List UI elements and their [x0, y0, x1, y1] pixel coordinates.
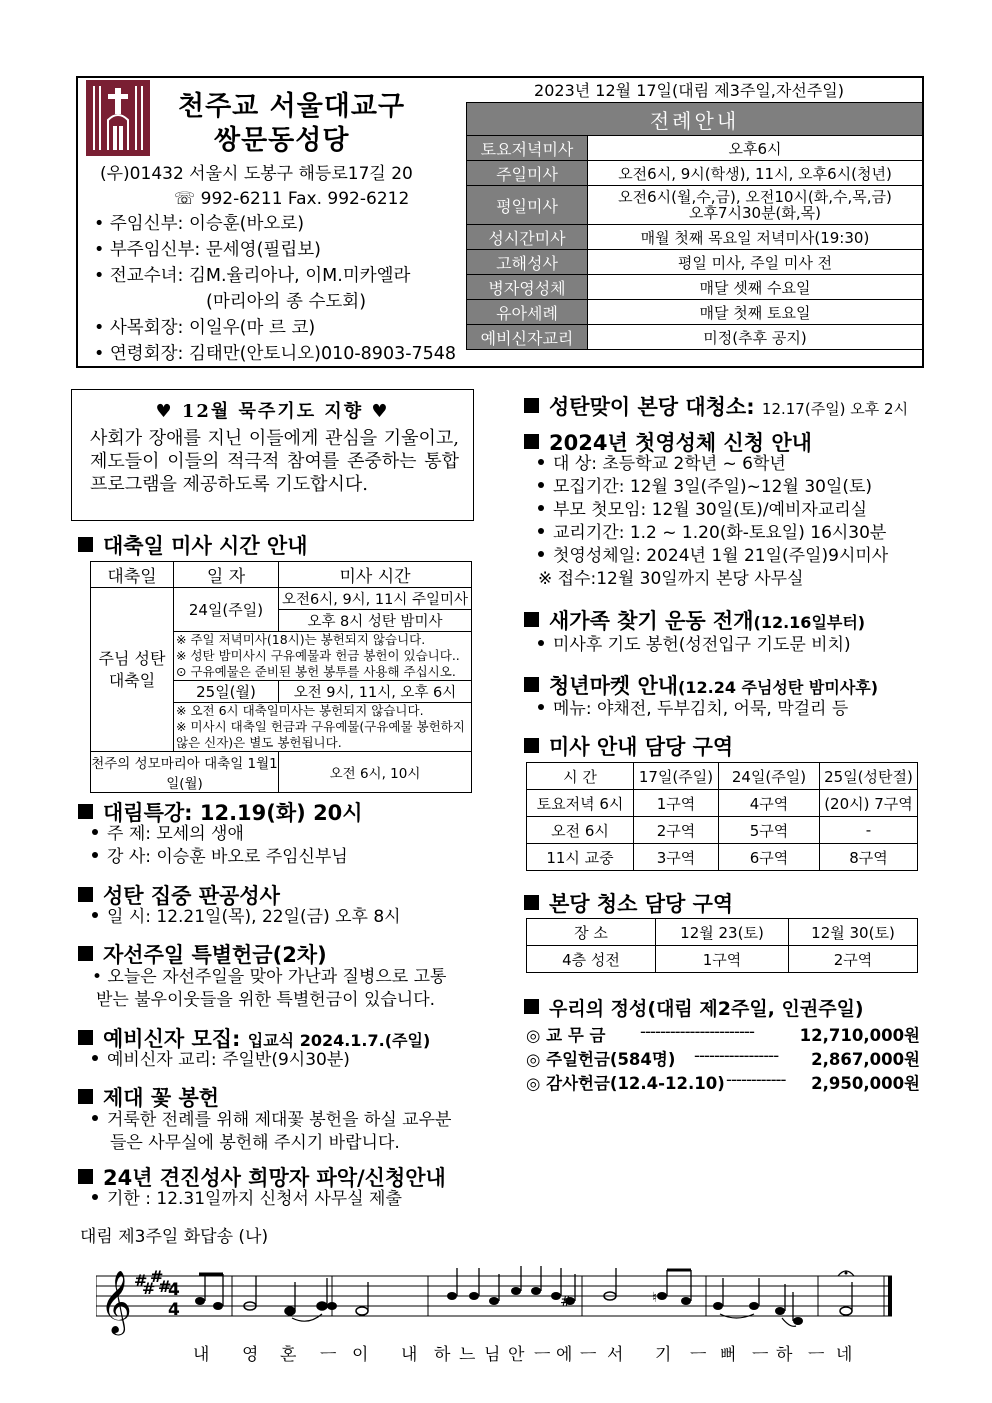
table-cell: 6구역 — [719, 844, 820, 871]
list-item: 거룩한 전례를 위해 제대꽃 봉헌을 하실 교우분 — [92, 1109, 451, 1132]
table-row — [527, 817, 918, 844]
mass-time: 오후 8시 성탄 밤미사 — [279, 610, 472, 632]
phone: ☏ 992-6211 Fax. 992-6212 — [174, 189, 410, 209]
table-row — [527, 844, 918, 871]
liturgy-label: 예비신자교리 — [467, 325, 588, 350]
svg-text:#: # — [150, 1267, 164, 1286]
section-heading: 24년 견진성사 희망자 파악/신청안내 — [78, 1162, 446, 1192]
section-heading: 제대 꽃 봉헌 — [78, 1082, 219, 1112]
list-item: 모집기간: 12월 3일(주일)~12월 30일(토) — [538, 476, 872, 499]
clean-area-table — [526, 918, 918, 973]
offering-row: ◎ 감사헌금(12.4-12.10) ------------ 2,950,000원 — [526, 1070, 920, 1093]
table-cell: 1구역 — [656, 946, 789, 973]
table-header: 17일(주일) — [634, 763, 719, 790]
mass-day: 25일(월) — [174, 681, 279, 703]
table-row — [91, 562, 472, 588]
table-row — [91, 752, 472, 793]
section-heading: 성탄 집중 판공성사 — [78, 880, 280, 910]
psalm-lyrics: 내 영 혼 ㅡ 이 내 하 느 님 안 ㅡ 에 ㅡ 서 기 ㅡ 뻐 ㅡ 하 ㅡ 네 — [193, 1345, 853, 1365]
svg-text:#: # — [560, 1294, 572, 1310]
section-heading: 미사 안내 담당 구역 — [524, 731, 733, 761]
list-item: 미사후 기도 봉헌(성전입구 기도문 비치) — [538, 634, 851, 657]
mass-note: ※ 주일 저녁미사(18시)는 봉헌되지 않습니다. — [174, 632, 472, 649]
liturgy-label: 고해성사 — [467, 250, 588, 275]
table-cell: 11시 교중 — [527, 844, 634, 871]
liturgy-label: 병자영성체 — [467, 275, 588, 300]
table-cell: 오전 6시 — [527, 817, 634, 844]
table-cell: (20시) 7구역 — [820, 790, 918, 817]
rosary-title: ♥ 12월 묵주기도 지향 ♥ — [155, 401, 390, 422]
liturgy-value: 매월 첫째 목요일 저녁미사(19:30) — [588, 225, 923, 250]
section-heading: 대축일 미사 시간 안내 — [78, 530, 308, 560]
table-row — [91, 588, 472, 610]
list-item: 기한 : 12.31일까지 신청서 사무실 제출 — [92, 1188, 402, 1211]
section-heading: 본당 청소 담당 구역 — [524, 888, 733, 918]
table-row — [467, 300, 923, 325]
list-item: 메뉴: 야채전, 두부김치, 어묵, 막걸리 등 — [538, 698, 848, 721]
mass-area-table — [526, 762, 918, 871]
table-row — [467, 186, 923, 225]
list-item: 주 제: 모세의 생애 — [92, 823, 244, 846]
rosary-body: 사회가 장애를 지닌 이들에게 관심을 기울이고, 제도들이 이들의 적극적 참여를 존중하는 통합 프로그램을 제공하도록 기도합시다. — [90, 428, 459, 495]
liturgy-label: 성시간미사 — [467, 225, 588, 250]
table-row — [467, 325, 923, 350]
table-row — [527, 790, 918, 817]
staff-item: • 전교수녀: 김M.율리아나, 이M.미카엘라 — [94, 266, 411, 286]
psalm-title: 대림 제3주일 화답송 (나) — [80, 1227, 269, 1247]
table-cell: 5구역 — [719, 817, 820, 844]
section-heading: 성탄맞이 본당 대청소: 12.17(주일) 오후 2시 — [524, 391, 908, 421]
christmas-mass-table — [90, 561, 472, 793]
offering-row: ◎ 주일헌금(584명) ----------------- 2,867,000원 — [526, 1046, 920, 1069]
liturgy-value: 미정(추후 공지) — [588, 325, 923, 350]
list-item: 첫영성체일: 2024년 1월 21일(주일)9시미사 — [538, 545, 888, 568]
table-header: 대축일 — [91, 562, 174, 588]
table-row — [467, 275, 923, 300]
flowers-body-2: 들은 사무실에 봉헌해 주시기 바랍니다. — [110, 1133, 400, 1153]
list-item: 일 시: 12.21일(목), 22일(금) 오후 8시 — [92, 906, 401, 929]
rosary-intention-box — [71, 389, 474, 521]
staff-item: • 사목회장: 이일우(마 르 코) — [94, 318, 316, 338]
section-heading: 자선주일 특별헌금(2차) — [78, 939, 327, 969]
liturgy-value: 매달 셋째 수요일 — [588, 275, 923, 300]
parish-name-line2: 쌍문동성당 — [214, 125, 350, 156]
liturgy-title: 전례안내 — [467, 103, 923, 136]
svg-text:4: 4 — [168, 1300, 180, 1320]
table-header: 미사 시간 — [279, 562, 472, 588]
table-cell: 8구역 — [820, 844, 918, 871]
table-row — [527, 763, 918, 790]
mass-time: 오전 9시, 11시, 오후 6시 — [279, 681, 472, 703]
table-cell: 2구역 — [789, 946, 918, 973]
address: (우)01432 서울시 도봉구 해등로17길 20 — [100, 164, 413, 184]
mass-time: 오전6시, 9시, 11시 주일미사 — [279, 588, 472, 610]
mary-feast: 천주의 성모마리아 대축일 1월1일(월) — [91, 752, 279, 793]
liturgy-label: 평일미사 — [467, 186, 588, 225]
table-header: 12월 30(토) — [789, 919, 918, 946]
staff-item: • 부주임신부: 문세영(필립보) — [94, 240, 321, 260]
table-header: 일 자 — [174, 562, 279, 588]
svg-text:#: # — [158, 1277, 172, 1296]
list-item: 부모 첫모임: 12월 30일(토)/예비자교리실 — [538, 499, 867, 522]
svg-text:♮: ♮ — [652, 1290, 658, 1306]
table-row — [467, 161, 923, 186]
section-heading: 우리의 정성(대림 제2주일, 인권주일) — [524, 994, 864, 1021]
section-heading: 새가족 찾기 운동 전개(12.16일부터) — [524, 605, 865, 635]
staff-item: • 연령회장: 김태만(안토니오)010-8903-7548 — [94, 344, 457, 364]
list-item: 교리기간: 1.2 ~ 1.20(화-토요일) 16시30분 — [538, 522, 886, 545]
liturgy-label: 주일미사 — [467, 161, 588, 186]
liturgy-label: 유아세례 — [467, 300, 588, 325]
table-cell: 4구역 — [719, 790, 820, 817]
music-staff — [96, 1262, 896, 1346]
mass-note: ※ 오전 6시 대축일미사는 봉헌되지 않습니다. — [174, 703, 472, 720]
table-row — [467, 250, 923, 275]
charity-body-1: • 오늘은 자선주일을 맞아 가난과 질병으로 고통 — [92, 967, 447, 987]
svg-text:𝄞: 𝄞 — [100, 1270, 132, 1333]
staff-item: • 주임신부: 이승훈(바오로) — [94, 214, 305, 234]
table-cell: 토요저녁 6시 — [527, 790, 634, 817]
list-item: 예비신자 교리: 주일반(9시30분) — [92, 1049, 350, 1072]
table-header: 장 소 — [527, 919, 656, 946]
charity-body-2: 받는 불우이웃들을 위한 특별헌금이 있습니다. — [96, 990, 436, 1010]
svg-text:#: # — [142, 1279, 156, 1298]
parish-name-line1: 천주교 서울대교구 — [178, 91, 406, 122]
mass-note: ※ 미사시 대축일 헌금과 구유예물(구유예물 봉헌하지 않은 신자)은 별도 봉헌됩니다. — [174, 719, 472, 752]
mass-note: ⊙ 구유예물은 준비된 봉헌 봉투를 사용해 주십시오. — [174, 664, 472, 681]
liturgy-value: 오전6시(월,수,금), 오전10시(화,수,목,금) 오후7시30분(화,목) — [588, 186, 923, 225]
section-heading: 예비신자 모집: 입교식 2024.1.7.(주일) — [78, 1023, 430, 1053]
table-row — [467, 136, 923, 161]
table-header: 시 간 — [527, 763, 634, 790]
table-header: 12월 23(토) — [656, 919, 789, 946]
svg-text:4: 4 — [168, 1280, 180, 1300]
table-header: 24일(주일) — [719, 763, 820, 790]
list-item: 대 상: 초등학교 2학년 ~ 6학년 — [538, 453, 786, 476]
mass-note: ※ 성탄 밤미사시 구유예물과 헌금 봉헌이 있습니다.. — [174, 648, 472, 664]
liturgy-label: 토요저녁미사 — [467, 136, 588, 161]
section-heading: 청년마켓 안내(12.24 주님성탄 밤미사후) — [524, 670, 878, 700]
parish-logo-icon — [86, 80, 150, 156]
svg-text:#: # — [134, 1271, 148, 1290]
staff-item-sub: (마리아의 종 수도회) — [206, 292, 367, 312]
liturgy-value: 평일 미사, 주일 미사 전 — [588, 250, 923, 275]
table-cell: - — [820, 817, 918, 844]
offering-row: ◎ 교 무 금 ----------------------- 12,710,000원 — [526, 1022, 920, 1045]
liturgy-value: 매달 첫째 토요일 — [588, 300, 923, 325]
section-heading: 2024년 첫영성체 신청 안내 — [524, 427, 812, 457]
table-header: 25일(성탄절) — [820, 763, 918, 790]
table-row — [527, 919, 918, 946]
table-cell: 3구역 — [634, 844, 719, 871]
first-communion-note: ※ 접수:12월 30일까지 본당 사무실 — [538, 569, 804, 589]
mass-time: 오전 6시, 10시 — [279, 752, 472, 793]
section-heading: 대림특강: 12.19(화) 20시 — [78, 797, 363, 827]
liturgy-value: 오전6시, 9시(학생), 11시, 오후6시(청년) — [588, 161, 923, 186]
table-cell: 2구역 — [634, 817, 719, 844]
table-row — [527, 946, 918, 973]
list-item: 강 사: 이승훈 바오로 주임신부님 — [92, 846, 348, 869]
table-cell: 1구역 — [634, 790, 719, 817]
liturgy-table — [466, 102, 923, 350]
feast-name: 주님 성탄 대축일 — [91, 588, 174, 752]
mass-day: 24일(주일) — [174, 588, 279, 632]
table-row — [467, 225, 923, 250]
bulletin-date: 2023년 12월 17일(대림 제3주일,자선주일) — [534, 81, 844, 100]
liturgy-value: 오후6시 — [588, 136, 923, 161]
table-cell: 4층 성전 — [527, 946, 656, 973]
